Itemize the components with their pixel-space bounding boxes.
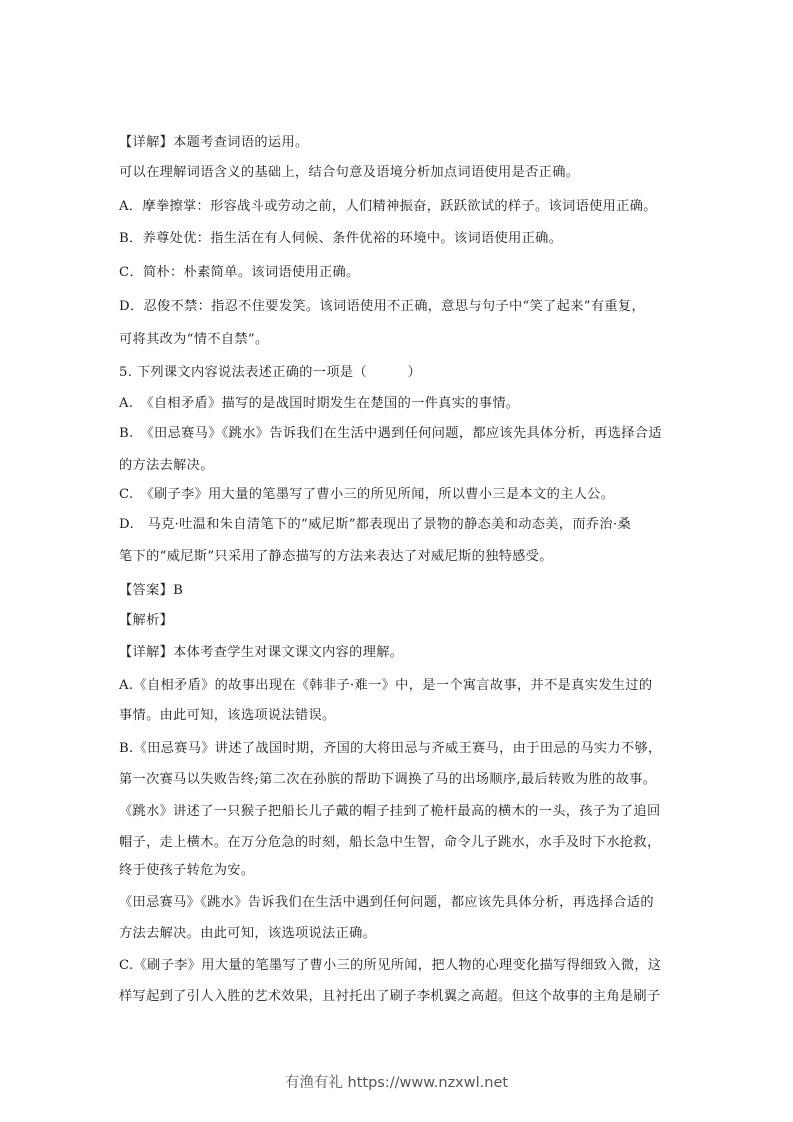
paragraph: 可以在理解词语含义的基础上，结合句意及语境分析加点词语使用是否正确。 bbox=[119, 165, 580, 180]
analysis-a-cont: 事情。由此可知，该选项说法错误。 bbox=[119, 708, 336, 723]
question-5-option-a: A. 《自相矛盾》描写的是战国时期发生在楚国的一件真实的事情。 bbox=[119, 396, 520, 411]
detail-heading: 【详解】本题考查词语的运用。 bbox=[119, 135, 309, 150]
analysis-b-cont-1: 第一次赛马以失败告终;第二次在孙膑的帮助下调换了马的出场顺序,最后转败为胜的故事。 bbox=[119, 772, 657, 787]
analysis-b-cont-6: 方法去解决。由此可知，该选项说法正确。 bbox=[119, 926, 377, 941]
analysis-c: C.《刷子李》用大量的笔墨写了曹小三的所见所闻，把人物的心理变化描写得细致入微，这 bbox=[119, 958, 662, 973]
question-5: 5. 下列课文内容说法表述正确的一项是（ ） bbox=[119, 365, 422, 380]
question-5-option-b-cont: 的方法去解决。 bbox=[119, 458, 214, 473]
question-5-option-d-cont: 笔下的“威尼斯”只采用了静态描写的方法来表达了对威尼斯的独特感受。 bbox=[119, 549, 553, 564]
option-c-explanation: C．简朴：朴素简单。该词语使用正确。 bbox=[119, 265, 360, 280]
analysis-b: B.《田忌赛马》讲述了战国时期，齐国的大将田忌与齐威王赛马，由于田忌的马实力不够， bbox=[119, 741, 662, 756]
option-a-explanation: A．摩拳擦掌：形容战斗或劳动之前，人们精神振奋，跃跃欲试的样子。该词语使用正确。 bbox=[119, 199, 657, 214]
analysis-label: 【解析】 bbox=[119, 613, 174, 628]
analysis-a: A.《自相矛盾》的故事出现在《韩非子·难一》中，是一个寓言故事，并不是真实发生过的 bbox=[119, 678, 653, 693]
analysis-b-cont-5: 《田忌赛马》《跳水》告诉我们在生活中遇到任何问题，都应该先具体分析，再选择合适的 bbox=[119, 895, 654, 910]
question-5-option-b: B. 《田忌赛马》《跳水》告诉我们在生活中遇到任何问题，都应该先具体分析，再选择合适 bbox=[119, 426, 662, 441]
analysis-b-cont-4: 终于使孩子转危为安。 bbox=[119, 863, 255, 878]
option-d-explanation: D．忍俊不禁：指忍不住要发笑。该词语使用不正确，意思与句子中“笑了起来”有重复， bbox=[119, 299, 645, 314]
question-5-option-d: D. 马克·吐温和朱自清笔下的“威尼斯”都表现出了景物的静态美和动态美，而乔治·桑 bbox=[119, 517, 632, 532]
option-d-explanation-cont: 可将其改为“情不自禁”。 bbox=[119, 332, 269, 347]
analysis-c-cont: 样写起到了引人入胜的艺术效果，且衬托出了刷子李机翼之高超。但这个故事的主角是刷子 bbox=[119, 989, 661, 1004]
question-5-option-c: C. 《刷子李》用大量的笔墨写了曹小三的所见所闻，所以曹小三是本文的主人公。 bbox=[119, 487, 615, 502]
analysis-b-cont-3: 帽子，走上横木。在万分危急的时刻，船长急中生智，命令儿子跳水，水手及时下水抢救， bbox=[119, 835, 661, 850]
option-b-explanation: B．养尊处优：指生活在有人伺候、条件优裕的环境中。该词语使用正确。 bbox=[119, 231, 563, 246]
answer-label: 【答案】B bbox=[119, 583, 184, 598]
detail-heading-2: 【详解】本体考查学生对课文课文内容的理解。 bbox=[119, 645, 404, 660]
footer-watermark: 有渔有礼 https://www.nzxwl.net bbox=[284, 1075, 509, 1091]
analysis-b-cont-2: 《跳水》讲述了一只猴子把船长儿子戴的帽子挂到了桅杆最高的横木的一头，孩子为了追回 bbox=[119, 804, 661, 819]
